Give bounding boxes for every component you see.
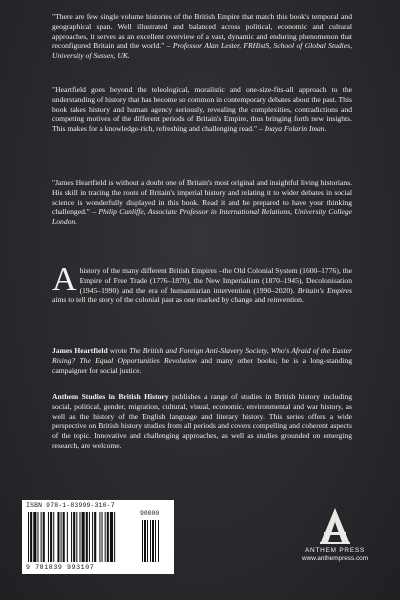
author-books: The British and Foreign Anti-Slavery Society, Who's Afraid of the Easter Rising? The Equal Opportunities Revolution — [52, 346, 353, 365]
review-quote-1 — [52, 12, 352, 61]
barcode-bar — [79, 512, 80, 562]
barcode-bar — [114, 512, 115, 562]
barcode-bar — [71, 512, 72, 562]
quote-attribution: Inaya Folarin Iman. — [264, 124, 327, 134]
barcode-bar — [53, 512, 54, 562]
barcode-bar — [99, 512, 100, 562]
quote-text: "James Heartfield is without a doubt one of Britain's most original and insightful living historians. His skill in tracing the roots of Britain's imperial history and relating it to wider debates in social science is wonderfully displayed in this book. Read it and be prepared to have your thinking challenged." – — [52, 178, 352, 217]
addon-bar — [147, 520, 148, 562]
quote-text: "There are few single volume histories of the British Empire that match this book's temporal and geographical span. Well illustrated and balanced across political, economic and cultural approaches, it serves as an excellent overview of a vast, dynamic and enduring phenomenon that reconfigured Britain and the world." – — [52, 12, 352, 51]
addon-bar — [158, 520, 159, 562]
barcode-bar — [76, 512, 77, 562]
barcode-bars — [28, 512, 168, 564]
author-bio-rest: and many other books; he is a long-standing campaigner for social justice. — [52, 355, 352, 375]
barcode-bar — [41, 512, 42, 562]
anthem-logo-icon — [318, 506, 352, 546]
addon-bar — [150, 520, 151, 562]
series-text: publishes a range of studies in British history including social, political, gender, migration, cultural, visual, economic, environmental and war history, as well as the history of the English language and literary history. This series offers a wide perspective on British history studies from all periods and covers compelling and coherent aspects of the topic. Innovative and challenging approaches, as well as studies grounded on emerging research, are welcome. — [52, 392, 352, 450]
book-description — [52, 261, 352, 305]
publisher-block — [290, 506, 380, 586]
barcode-bar — [102, 512, 103, 562]
quote-attribution: Philip Cunliffe, Associate Professor in International Relations, University College London. — [52, 207, 352, 227]
barcode-bar — [94, 512, 96, 562]
barcode-bar — [67, 512, 68, 562]
barcode-bar — [48, 512, 49, 562]
barcode-bar — [30, 512, 32, 562]
drop-cap: A — [52, 261, 77, 298]
barcode-bar — [50, 512, 52, 562]
series-name: Anthem Studies in British History — [52, 392, 169, 401]
barcode-bar — [89, 512, 90, 562]
isbn-digits: 9 781839 993107 — [26, 564, 95, 571]
publisher-url: www.anthempress.com — [301, 555, 369, 562]
author-bio — [52, 346, 352, 375]
author-wrote: wrote — [107, 346, 130, 355]
barcode-bar — [110, 512, 113, 562]
barcode-bar — [105, 512, 106, 562]
author-name: James Heartfield — [52, 346, 108, 355]
barcode-bar — [92, 512, 93, 562]
barcode-bar — [86, 512, 88, 562]
barcode-bar — [82, 512, 85, 562]
barcode-bar — [63, 512, 65, 562]
quote-text: "Heartfield goes beyond the teleological, moralistic and one-size-fits-all approach to the understanding of history that has become so common in contemporary debates about the past. This book takes history and human agency seriously, revealing the complexities, contradictions and competing motives of the different periods of Britain's Empire, thus bringing forth new insights. This makes for a knowledge-rich, refreshing and challenging read." – — [52, 85, 352, 134]
addon-bar — [144, 520, 146, 562]
barcode-bar — [43, 512, 45, 562]
description-text: history of the many different British Empires –the Old Colonial System (1600–1776), the Empire of Free Trade (1776–1870), the New Imperialism (1870–1945), Decolonisation (1945–1990) and the era of humanitarian intervention (1990–2020). — [79, 266, 352, 295]
isbn-barcode — [22, 500, 174, 574]
barcode-bar — [33, 512, 36, 562]
series-description — [52, 392, 352, 451]
barcode-bar — [28, 512, 29, 562]
description-text-end: aims to tell the story of the colonial past as one marked by change and reinvention. — [52, 295, 304, 305]
isbn-label: ISBN 978-1-83999-310-7 — [26, 502, 115, 509]
barcode-bar — [61, 512, 62, 562]
barcode-bar — [73, 512, 75, 562]
barcode-bar — [57, 512, 59, 562]
publisher-name: ANTHEM PRESS — [304, 547, 366, 554]
book-title: Britain's Empires — [297, 285, 352, 295]
quote-attribution: Professor Alan Lester, FRHistS, School of Global Studies, University of Sussex, UK. — [52, 41, 353, 61]
review-quote-2 — [52, 85, 352, 134]
addon-bar — [155, 520, 156, 562]
review-quote-3 — [52, 178, 352, 227]
addon-bar — [152, 520, 154, 562]
barcode-bar — [37, 512, 38, 562]
barcode-bar — [107, 512, 109, 562]
addon-bar — [142, 520, 143, 562]
price-code: 90000 — [140, 510, 160, 517]
